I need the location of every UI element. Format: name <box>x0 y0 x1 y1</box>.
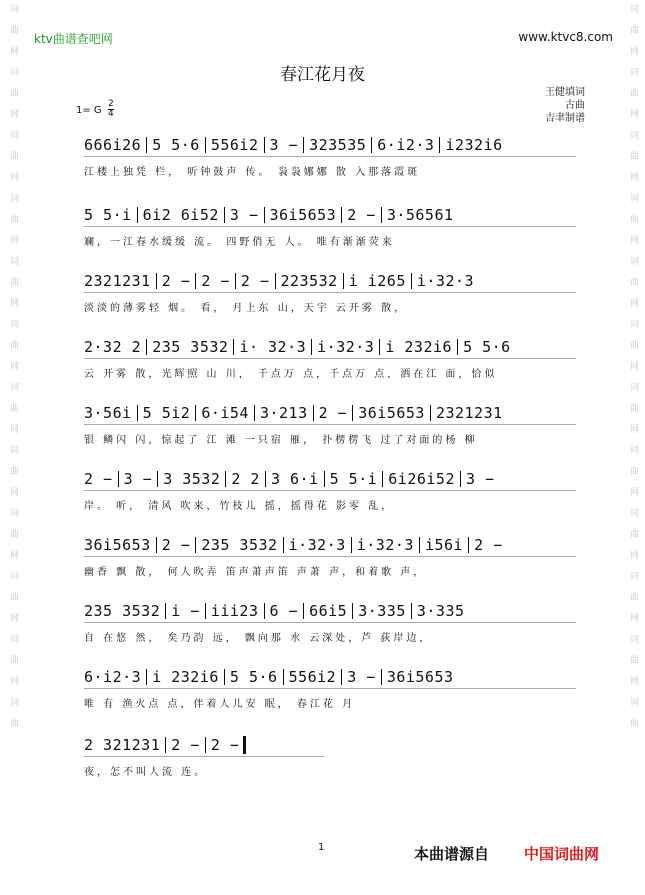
measure: 5 5·i <box>329 470 378 488</box>
lyrics-line: 夜，怎不叫人流 连。 <box>84 767 208 778</box>
bar-line <box>381 669 382 685</box>
bar-line <box>156 273 157 289</box>
measure: iii23 <box>210 602 259 620</box>
measure: 2 − <box>171 736 200 754</box>
measure: 3·56i <box>84 404 132 422</box>
score-row <box>84 200 576 260</box>
watermark-glyph: 网 <box>628 109 638 118</box>
beam-underline <box>84 358 576 359</box>
watermark-glyph: 网 <box>628 424 638 433</box>
measure: 2 − <box>210 736 240 754</box>
measure: i· 32·3 <box>239 338 307 356</box>
measure: 235 3532 <box>84 602 161 620</box>
watermark-glyph: 曲 <box>628 151 638 160</box>
measure: 2321231 <box>84 272 151 290</box>
beam-underline <box>84 424 576 425</box>
measure: 235 3532 <box>152 338 229 356</box>
bar-line <box>351 537 352 553</box>
watermark-glyph: 网 <box>8 46 18 55</box>
bar-line <box>146 339 147 355</box>
beam-underline <box>84 156 576 157</box>
watermark-glyph: 词 <box>8 67 18 76</box>
watermark-glyph: 词 <box>628 193 638 202</box>
watermark-glyph: 网 <box>8 676 18 685</box>
measure: 5 5i2 <box>142 404 191 422</box>
measure: 6·i2·3 <box>377 136 435 154</box>
watermark-glyph: 曲 <box>8 151 18 160</box>
lyrics-line: 幽香 飘 散， 何人吹弄 笛声萧声笛 声萧 声，和着歌 声， <box>84 567 427 578</box>
measure: 2 − <box>84 470 113 488</box>
song-title: 春江花月夜 <box>280 65 365 85</box>
measure: 36i5653 <box>84 536 151 554</box>
measure: 235 3532 <box>201 536 278 554</box>
time-signature <box>108 100 114 119</box>
final-bar-line <box>243 736 246 754</box>
bar-line <box>468 537 469 553</box>
bar-line <box>352 405 353 421</box>
measure: 2·32 2 <box>84 338 142 356</box>
score-row <box>84 596 576 656</box>
watermark-glyph: 曲 <box>8 529 18 538</box>
watermark-glyph: 曲 <box>628 277 638 286</box>
score-row <box>84 332 576 392</box>
measure: 2 − <box>474 536 503 554</box>
watermark-glyph: 曲 <box>8 466 18 475</box>
watermark-glyph: 词 <box>628 319 638 328</box>
watermark-glyph: 曲 <box>8 88 18 97</box>
watermark-glyph: 曲 <box>628 592 638 601</box>
lyrics-line: 银 鳞闪 闪，惊起了 江 滩 一只宿 雁， 扑楞楞飞 过了对面的杨 柳 <box>84 435 478 446</box>
measure: 6·i2·3 <box>84 668 142 686</box>
watermark-glyph: 曲 <box>8 403 18 412</box>
watermark-glyph: 词 <box>8 256 18 265</box>
watermark-glyph: 网 <box>628 361 638 370</box>
measure: i56i <box>424 536 464 554</box>
watermark-glyph: 网 <box>628 235 638 244</box>
watermark-glyph: 曲 <box>628 529 638 538</box>
bar-line <box>324 471 325 487</box>
bar-line <box>165 603 166 619</box>
measure: 5 5·6 <box>463 338 511 356</box>
bar-line <box>283 669 284 685</box>
watermark-glyph: 曲 <box>8 277 18 286</box>
watermark-glyph: 网 <box>628 550 638 559</box>
bar-line <box>430 405 431 421</box>
watermark-glyph: 词 <box>628 697 638 706</box>
credits <box>545 86 585 125</box>
watermark-glyph: 词 <box>628 256 638 265</box>
lyrics-line: 云 开雾 散，光辉照 山 川， 千点万 点，千点万 点，洒在江 面，恰似 <box>84 369 498 380</box>
measure: i·32·3 <box>288 536 346 554</box>
watermark-glyph: 词 <box>8 193 18 202</box>
measure: i·32·3 <box>416 272 475 290</box>
bar-line <box>341 207 342 223</box>
watermark-glyph: 曲 <box>628 214 638 223</box>
lyrics-line: 自 在悠 然， 矣乃韵 远， 飘向那 水 云深处，芦 荻岸边， <box>84 633 433 644</box>
measure: 3 3532 <box>163 470 221 488</box>
meter-top: 2 <box>108 99 114 109</box>
watermark-glyph: 网 <box>628 172 638 181</box>
bar-line <box>195 273 196 289</box>
beam-underline <box>84 688 576 689</box>
bar-line <box>439 137 440 153</box>
lyrics-line: 岸。 听， 清风 吹来，竹枝儿 摇，摇得花 影零 乱， <box>84 501 395 512</box>
measure: 36i5653 <box>358 404 425 422</box>
bar-line <box>235 273 236 289</box>
measure: 556i2 <box>210 136 259 154</box>
bar-line <box>352 603 353 619</box>
bar-line <box>264 137 265 153</box>
measure: 223532 <box>280 272 338 290</box>
bar-line <box>264 207 265 223</box>
measure: i 232i6 <box>152 668 219 686</box>
measure: 2 2 <box>231 470 260 488</box>
watermark-glyph: 词 <box>628 634 638 643</box>
beam-underline <box>84 622 576 623</box>
bar-line <box>156 537 157 553</box>
watermark-glyph: 曲 <box>628 340 638 349</box>
measure: 5 5·i <box>84 206 132 224</box>
site-url-right[interactable]: www.ktvc8.com <box>518 30 613 44</box>
bar-line <box>137 207 138 223</box>
measure: 3 − <box>229 206 259 224</box>
bar-line <box>303 137 304 153</box>
measure: 3 − <box>466 470 495 488</box>
watermark-glyph: 曲 <box>8 655 18 664</box>
watermark-glyph: 曲 <box>628 88 638 97</box>
watermark-glyph: 网 <box>8 172 18 181</box>
measure: 666i26 <box>84 136 142 154</box>
watermark-glyph: 曲 <box>628 466 638 475</box>
measure: 2 − <box>161 272 191 290</box>
bar-line <box>205 137 206 153</box>
measure: 36i5653 <box>269 206 337 224</box>
watermark-glyph: 曲 <box>628 655 638 664</box>
watermark-glyph: 网 <box>628 46 638 55</box>
watermark-glyph: 词 <box>8 697 18 706</box>
measure: 2 − <box>240 272 270 290</box>
measure: 323535 <box>309 136 367 154</box>
bar-line <box>303 603 304 619</box>
watermark-glyph: 网 <box>8 424 18 433</box>
measure: 2 − <box>318 404 348 422</box>
credit-lyricist: 王健填词 <box>545 87 585 98</box>
watermark-glyph: 词 <box>628 130 638 139</box>
lyrics-line: 唯 有 渔火点 点，伴着人儿安 眠， 春江花 月 <box>84 699 356 710</box>
beam-underline <box>84 226 576 227</box>
lyrics-line: 淡淡的薄雾轻 烟。 看， 月上东 山，天宇 云开雾 散， <box>84 303 408 314</box>
measure: i 232i6 <box>385 338 453 356</box>
credit-composer: 古曲 <box>565 100 585 111</box>
measure: 36i5653 <box>386 668 454 686</box>
watermark-glyph: 词 <box>628 445 638 454</box>
measure: i·32·3 <box>356 536 414 554</box>
watermark-glyph: 词 <box>8 508 18 517</box>
watermark-glyph: 网 <box>628 487 638 496</box>
watermark-glyph: 网 <box>628 613 638 622</box>
bar-line <box>283 537 284 553</box>
bar-line <box>343 273 344 289</box>
watermark-glyph: 曲 <box>628 718 638 727</box>
bar-line <box>382 471 383 487</box>
watermark-glyph: 词 <box>628 508 638 517</box>
bar-line <box>205 603 206 619</box>
key-signature: 1= G <box>76 105 102 116</box>
score-row <box>84 130 576 190</box>
bar-line <box>457 339 458 355</box>
bar-line <box>313 405 314 421</box>
watermark-glyph: 词 <box>8 130 18 139</box>
watermark-glyph: 曲 <box>8 592 18 601</box>
bar-line <box>311 339 312 355</box>
bar-line <box>379 339 380 355</box>
bar-line <box>224 669 225 685</box>
watermark-glyph: 词 <box>8 382 18 391</box>
score-row <box>84 266 576 326</box>
score-row <box>84 464 576 524</box>
beam-underline <box>84 756 324 757</box>
bar-line <box>341 669 342 685</box>
bar-line <box>411 603 412 619</box>
watermark-glyph: 曲 <box>628 403 638 412</box>
measure: 6 − <box>269 602 299 620</box>
score-row <box>84 530 576 590</box>
score-row <box>84 398 576 458</box>
watermark-glyph: 网 <box>8 361 18 370</box>
measure: 6i26i52 <box>388 470 455 488</box>
watermark-glyph: 词 <box>8 445 18 454</box>
bar-line <box>381 207 382 223</box>
watermark-glyph: 网 <box>628 298 638 307</box>
bar-line <box>371 137 372 153</box>
watermark-left <box>6 0 20 895</box>
footer-source-label: 本曲谱源自 <box>414 845 490 863</box>
watermark-glyph: 网 <box>8 298 18 307</box>
measure: 6·i54 <box>201 404 249 422</box>
measure: 3·213 <box>259 404 308 422</box>
watermark-glyph: 词 <box>628 382 638 391</box>
measure: 2321231 <box>435 404 503 422</box>
footer-site-name[interactable]: 中国词曲网 <box>524 845 600 863</box>
watermark-glyph: 网 <box>8 487 18 496</box>
watermark-glyph: 曲 <box>8 718 18 727</box>
measure: 5 5·6 <box>152 136 200 154</box>
bar-line <box>254 405 255 421</box>
bar-line <box>157 471 158 487</box>
bar-line <box>224 207 225 223</box>
watermark-glyph: 词 <box>628 67 638 76</box>
bar-line <box>137 405 138 421</box>
measure: 2 321231 <box>84 736 161 754</box>
watermark-glyph: 词 <box>8 4 18 13</box>
watermark-glyph: 网 <box>8 235 18 244</box>
site-name-left[interactable]: ktv曲谱查吧网 <box>34 32 113 46</box>
bar-line <box>264 603 265 619</box>
watermark-glyph: 词 <box>628 4 638 13</box>
bar-line <box>205 737 206 753</box>
measure: 66i5 <box>309 602 348 620</box>
measure: 3 − <box>123 470 153 488</box>
beam-underline <box>84 556 576 557</box>
bar-line <box>411 273 412 289</box>
measure: i·32·3 <box>317 338 375 356</box>
measure: 2 − <box>347 206 376 224</box>
measure: 3·335 <box>358 602 406 620</box>
page-number: 1 <box>318 842 325 853</box>
watermark-glyph: 词 <box>628 571 638 580</box>
bar-line <box>146 669 147 685</box>
watermark-glyph: 词 <box>8 319 18 328</box>
beam-underline <box>84 490 576 491</box>
measure: i − <box>171 602 200 620</box>
watermark-right <box>626 0 640 895</box>
measure: 3 − <box>347 668 376 686</box>
watermark-glyph: 网 <box>8 109 18 118</box>
watermark-glyph: 曲 <box>628 25 638 34</box>
measure: 5 5·6 <box>229 668 278 686</box>
watermark-glyph: 曲 <box>8 25 18 34</box>
beam-underline <box>84 292 576 293</box>
watermark-glyph: 曲 <box>8 214 18 223</box>
score-row <box>84 730 576 790</box>
score-row <box>84 662 576 722</box>
measure: i232i6 <box>445 136 503 154</box>
measure: 556i2 <box>288 668 337 686</box>
watermark-glyph: 词 <box>8 571 18 580</box>
measure: 3·56561 <box>386 206 454 224</box>
bar-line <box>275 273 276 289</box>
bar-line <box>225 471 226 487</box>
measure: 2 − <box>161 536 191 554</box>
watermark-glyph: 网 <box>8 613 18 622</box>
credit-arranger: 吉聿制谱 <box>545 113 585 124</box>
bar-line <box>195 537 196 553</box>
bar-line <box>118 471 119 487</box>
measure: 3 6·i <box>270 470 319 488</box>
bar-line <box>165 737 166 753</box>
meter-bottom: 4 <box>108 109 114 119</box>
bar-line <box>146 137 147 153</box>
watermark-glyph: 网 <box>8 550 18 559</box>
watermark-glyph: 词 <box>8 634 18 643</box>
measure: 3·335 <box>416 602 465 620</box>
measure: 2 − <box>201 272 230 290</box>
bar-line <box>460 471 461 487</box>
bar-line <box>265 471 266 487</box>
bar-line <box>233 339 234 355</box>
measure: 6i2 6i52 <box>142 206 219 224</box>
lyrics-line: 江楼上独凭 栏， 听钟鼓声 传。 袅袅娜娜 散 入那落霞斑 <box>84 167 421 178</box>
measure: 3 − <box>269 136 299 154</box>
watermark-glyph: 曲 <box>8 340 18 349</box>
bar-line <box>419 537 420 553</box>
bar-line <box>195 405 196 421</box>
watermark-glyph: 网 <box>628 676 638 685</box>
lyrics-line: 斓，一江春水缓缓 流。 四野俏无 人。 唯有渐渐荧来 <box>84 237 395 248</box>
measure: i i265 <box>348 272 406 290</box>
